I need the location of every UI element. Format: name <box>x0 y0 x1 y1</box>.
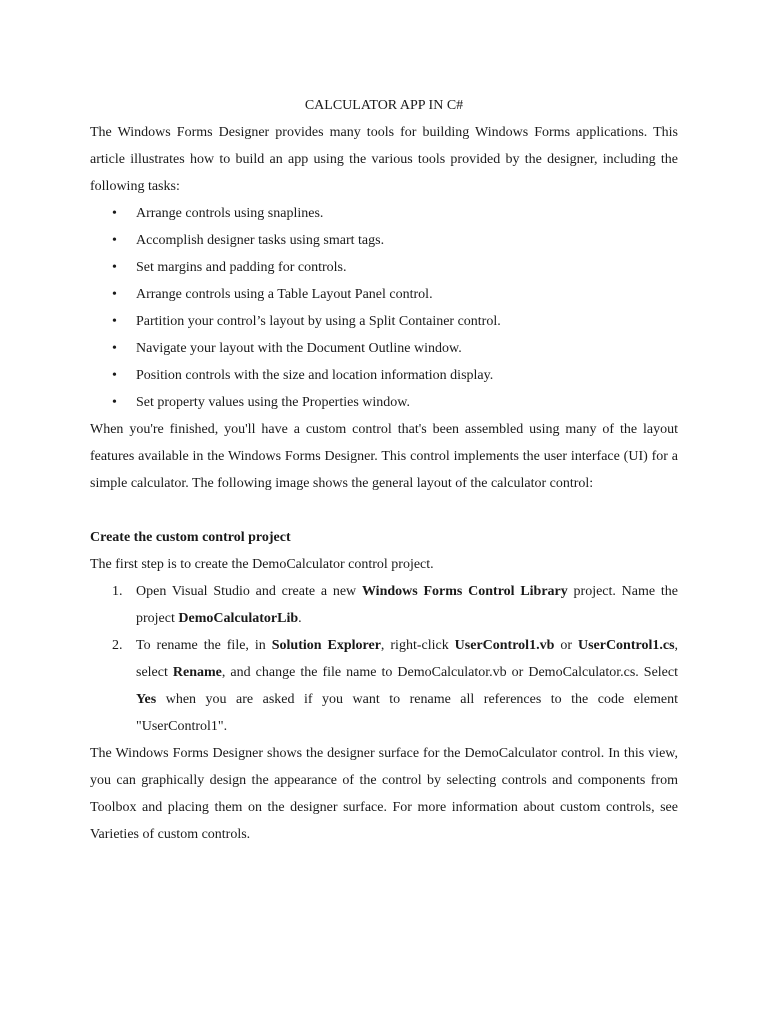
list-item: • Arrange controls using a Table Layout Panel control. <box>90 281 678 308</box>
step-text: project. Name the project <box>136 584 678 626</box>
step-text: , right-click <box>380 638 455 653</box>
step-text: , select <box>136 638 679 680</box>
designer-paragraph: The Windows Forms Designer shows the designer surface for the DemoCalculator control. In this view, you can graphically design the appearance of the control by selecting controls and components from Toolbox and placing them on the designer surface. For more information about custom controls, see Varieties of custom controls. <box>90 746 678 842</box>
step-bold-text: Rename <box>172 665 222 680</box>
step-bold-text: Windows Forms Control Library <box>361 584 568 599</box>
step-text: when you are asked if you want to rename all references to the code element "UserControl1". <box>136 692 678 734</box>
list-item: • Accomplish designer tasks using smart tags. <box>90 227 678 254</box>
step-bold-text: Yes <box>136 692 157 707</box>
first-step-paragraph: The first step is to create the DemoCalculator control project. <box>90 557 434 572</box>
step-text: , and change the file name to DemoCalculator.vb or DemoCalculator.cs. Select <box>221 665 679 680</box>
list-item: • Arrange controls using snaplines. <box>90 200 678 227</box>
step-number: 1. <box>112 584 123 599</box>
step-text: . <box>298 611 302 626</box>
list-item: • Set property values using the Properties window. <box>90 389 678 416</box>
task-list <box>90 200 678 416</box>
list-item: • Navigate your layout with the Document Outline window. <box>90 335 678 362</box>
list-item: • Partition your control’s layout by using a Split Container control. <box>90 308 678 335</box>
step-text: Open Visual Studio and create a new <box>136 584 362 599</box>
list-item: • Set margins and padding for controls. <box>90 254 678 281</box>
intro-paragraph: The Windows Forms Designer provides many tools for building Windows Forms applications. This article illustrates how to build an app using the various tools provided by the designer, including the following tasks: <box>90 125 678 194</box>
step-bold-text: UserControl1.vb <box>454 638 555 653</box>
step-text: or <box>554 638 578 653</box>
list-item: • Position controls with the size and location information display. <box>90 362 678 389</box>
steps-list <box>90 578 678 740</box>
step-item-2 <box>90 632 678 740</box>
document-title: CALCULATOR APP IN C# <box>304 98 464 113</box>
section-heading: Create the custom control project <box>90 530 291 545</box>
step-bold-text: DemoCalculatorLib <box>178 611 299 626</box>
document-page <box>90 92 678 848</box>
step-bold-text: UserControl1.cs <box>577 638 675 653</box>
blank-line <box>90 497 678 524</box>
step-item-1 <box>90 578 678 632</box>
step-text: To rename the file, in <box>136 638 272 653</box>
step-bold-text: Solution Explorer <box>271 638 381 653</box>
finished-paragraph: When you're finished, you'll have a custom control that's been assembled using many of the layout features available in the Windows Forms Designer. This control implements the user interface (UI) for a simple calculator. The following image shows the general layout of the calculator control: <box>90 422 678 491</box>
step-number: 2. <box>112 638 123 653</box>
